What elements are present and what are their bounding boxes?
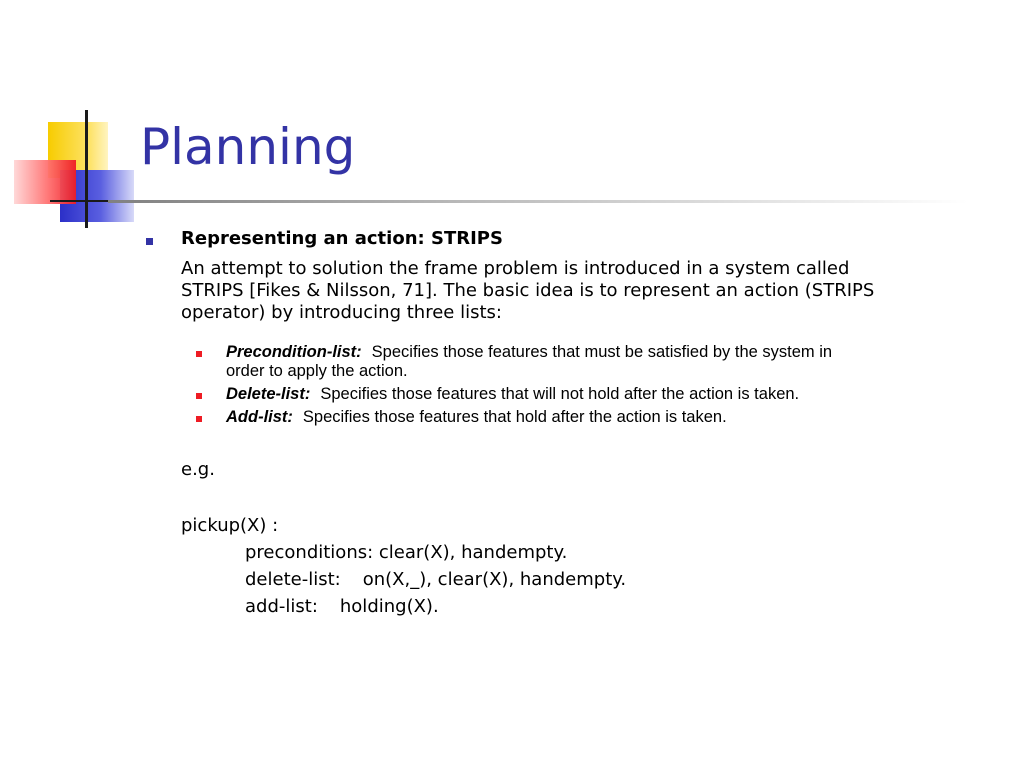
sub-bullet-add	[226, 408, 986, 427]
vertical-line	[85, 110, 88, 228]
title-decoration	[0, 0, 150, 240]
sub-bullet-text: Specifies those features that will not hold after the action is taken.	[320, 385, 800, 403]
paragraph-line: An attempt to solution the frame problem is introduced in a system called	[181, 258, 850, 279]
add-list-line	[181, 593, 986, 620]
delete-list-label: delete-list:	[245, 569, 341, 590]
add-list-value: holding(X).	[339, 596, 439, 617]
sub-bullet-term: Delete-list:	[226, 385, 311, 403]
preconditions-line: preconditions: clear(X), handempty.	[245, 542, 568, 563]
example-label: e.g.	[181, 459, 215, 480]
slide-content	[146, 228, 986, 620]
sub-bullet-term: Add-list:	[226, 408, 293, 426]
sub-bullet-list	[146, 343, 986, 427]
sub-bullet-text-continued: order to apply the action.	[226, 362, 408, 380]
main-bullet	[146, 228, 986, 250]
operator-signature: pickup(X) :	[181, 515, 279, 536]
sub-bullet-delete	[226, 385, 986, 404]
paragraph-line: STRIPS [Fikes & Nilsson, 71]. The basic idea is to represent an action (STRIPS	[181, 280, 875, 301]
sub-bullet-text: Specifies those features that hold after the action is taken.	[302, 408, 727, 426]
example-operator-block	[146, 512, 986, 620]
delete-list-line	[181, 566, 986, 593]
sub-bullet-term: Precondition-list:	[226, 343, 362, 361]
slide-title: Planning	[140, 118, 356, 176]
add-list-label: add-list:	[245, 596, 318, 617]
square-bullet-icon	[146, 238, 153, 245]
delete-list-value: on(X,_), clear(X), handempty.	[362, 569, 627, 590]
sub-bullet-text: Specifies those features that must be satisfied by the system in	[371, 343, 833, 361]
red-square	[14, 160, 76, 204]
intro-paragraph	[146, 258, 986, 324]
paragraph-line: operator) by introducing three lists:	[181, 302, 502, 323]
bullet-heading: Representing an action: STRIPS	[181, 228, 503, 249]
square-bullet-icon	[196, 416, 202, 422]
square-bullet-icon	[196, 393, 202, 399]
title-underline	[108, 200, 968, 203]
sub-bullet-precondition	[226, 343, 986, 381]
square-bullet-icon	[196, 351, 202, 357]
